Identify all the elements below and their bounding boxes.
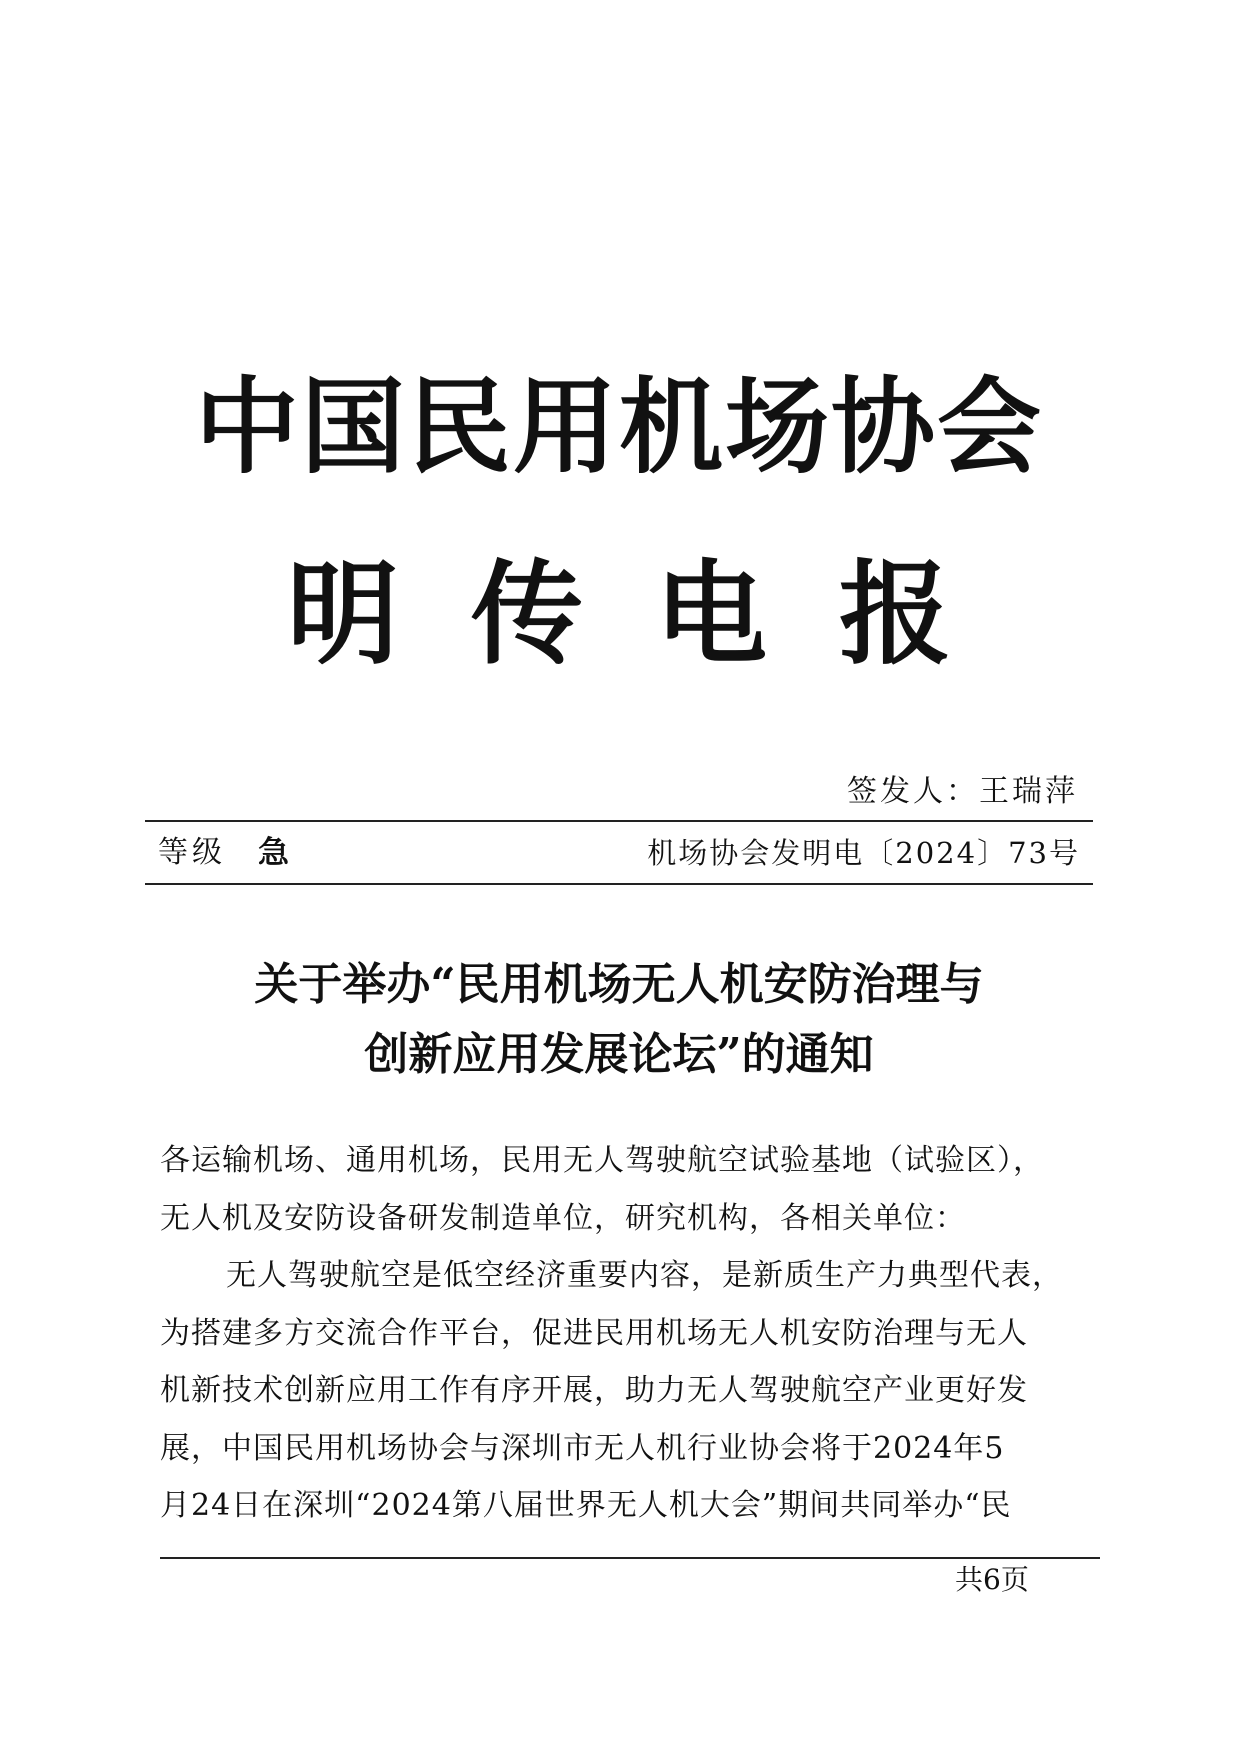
body-line: 无人机及安防设备研发制造单位，研究机构，各相关单位： — [160, 1200, 966, 1236]
grade-value: 急 — [258, 835, 289, 871]
header-rule-top — [145, 820, 1093, 822]
body-line: 机新技术创新应用工作有序开展，助力无人驾驶航空产业更好发 — [160, 1373, 1028, 1408]
body-line: 各运输机场、通用机场，民用无人驾驶航空试验基地（试验区）， — [160, 1143, 1044, 1178]
page-count: 共6页 — [955, 1563, 1029, 1596]
body-text — [160, 1132, 1080, 1535]
notice-title-line-2: 创新应用发展论坛”的通知 — [364, 1029, 874, 1080]
grade-label: 等级 — [158, 835, 226, 870]
body-line: 无人驾驶航空是低空经济重要内容，是新质生产力典型代表， — [226, 1258, 1063, 1293]
document-number: 机场协会发明电〔2024〕73号 — [647, 836, 1080, 870]
body-line: 为搭建多方交流合作平台，促进民用机场无人机安防治理与无人 — [160, 1315, 1028, 1351]
body-line: 展，中国民用机场协会与深圳市无人机行业协会将于2024年5 — [160, 1430, 1005, 1466]
organization-title: 中国民用机场协会 — [194, 366, 1043, 488]
body-line: 月24日在深圳“2024第八届世界无人机大会”期间共同举办“民 — [160, 1488, 1012, 1523]
header-rule-bottom — [145, 883, 1093, 885]
signer: 签发人：王瑞萍 — [847, 774, 1078, 809]
footer-rule — [160, 1557, 1100, 1559]
notice-title — [0, 950, 1238, 1090]
notice-title-line-1: 关于举办“民用机场无人机安防治理与 — [254, 959, 984, 1010]
document-type-title: 明传电报 — [287, 550, 1023, 680]
